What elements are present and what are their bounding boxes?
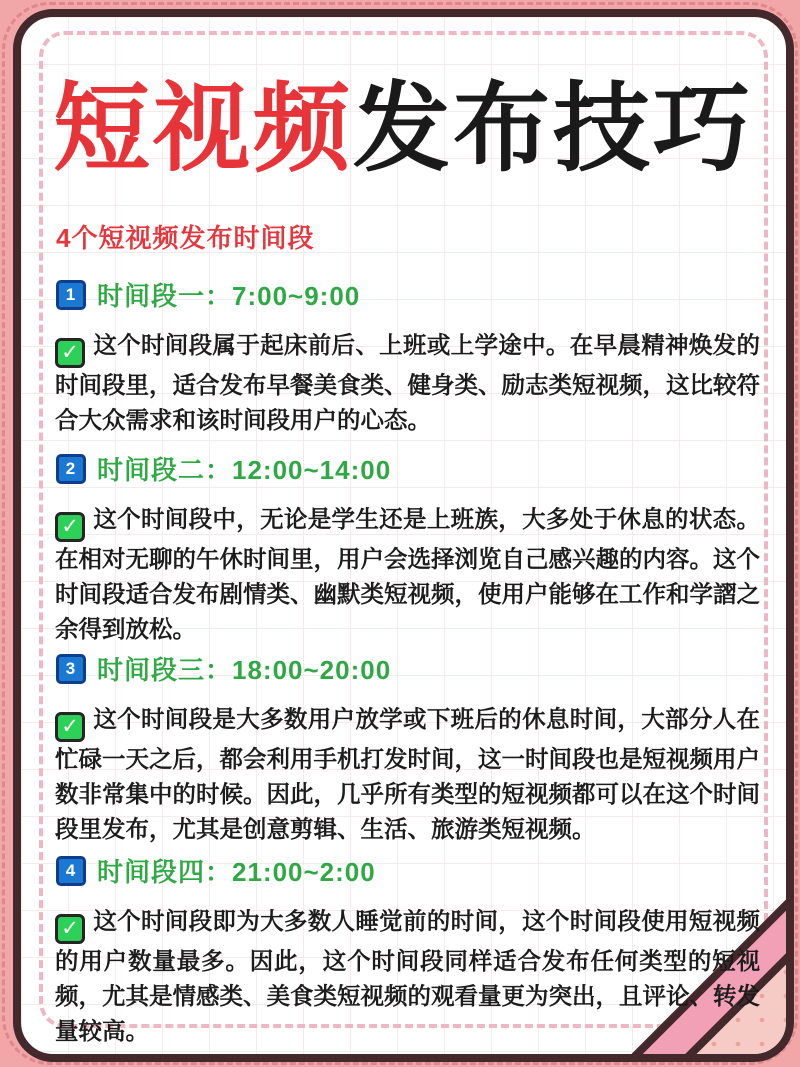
page-title-highlight: 短视频 [53,74,353,183]
section-2-body-text: 这个时间段中，无论是学生还是上班族，大多处于休息的状态。在相对无聊的午休时间里，用户会选择浏览自己感兴趣的内容。这个时间段适合发布剧情类、幽默类短视频，使用户能够在工作和学謵之余得到放松。 [55,506,760,642]
section-2-body [55,502,760,647]
check-icon [55,914,85,944]
section-1-body [55,328,760,438]
check-mark-glyph: ✓ [61,715,79,738]
section-4-heading-text: 时间段四：21:00~2:00 [97,857,376,887]
section-4-heading [56,852,376,889]
section-4-body-text: 这个时间段即为大多数人睡觉前的时间，这个时间段使用短视频的用户数量最多。因此，这个时间段同样适合发布任何类型的短视频，尤其是情感类、美食类短视频的观看量更为突出，且评论、转发量较高。 [55,908,760,1044]
section-1-number-badge: 1 [56,280,86,310]
page-title [53,76,753,183]
section-3-body-text: 这个时间段是大多数用户放学或下班后的休息时间，大部分人在忙碌一天之后，都会利用手机打发时间，这一时间段也是短视频用户数非常集中的时候。因此，几乎所有类型的短视频都可以在这个时间段里发布，尤其是创意剪辑、生活、旅游类短视频。 [55,706,760,842]
section-3-number-badge: 3 [56,654,86,684]
section-3-body [55,702,760,847]
section-2-heading [56,450,391,487]
page-title-rest: 发布技巧 [353,74,753,183]
check-mark-glyph: ✓ [61,917,79,940]
section-1-heading-text: 时间段一：7:00~9:00 [97,281,361,311]
section-4-number-badge: 4 [56,856,86,886]
section-4-body [55,904,760,1049]
check-mark-glyph: ✓ [61,341,79,364]
section-1-body-text: 这个时间段属于起床前后、上班或上学途中。在早晨精神焕发的时间段里，适合发布早餐美食类、健身类、励志类短视频，这比较符合大众需求和该时间段用户的心态。 [55,332,760,433]
section-3-heading [56,650,391,687]
section-3-heading-text: 时间段三：18:00~20:00 [97,655,392,685]
section-2-number-badge: 2 [56,454,86,484]
page-subtitle: 4个短视频发布时间段 [56,223,315,253]
check-icon [55,338,85,368]
section-2-heading-text: 时间段二：12:00~14:00 [97,455,392,485]
check-mark-glyph: ✓ [61,515,79,538]
check-icon [55,712,85,742]
section-1-heading [56,276,360,313]
check-icon [55,512,85,542]
